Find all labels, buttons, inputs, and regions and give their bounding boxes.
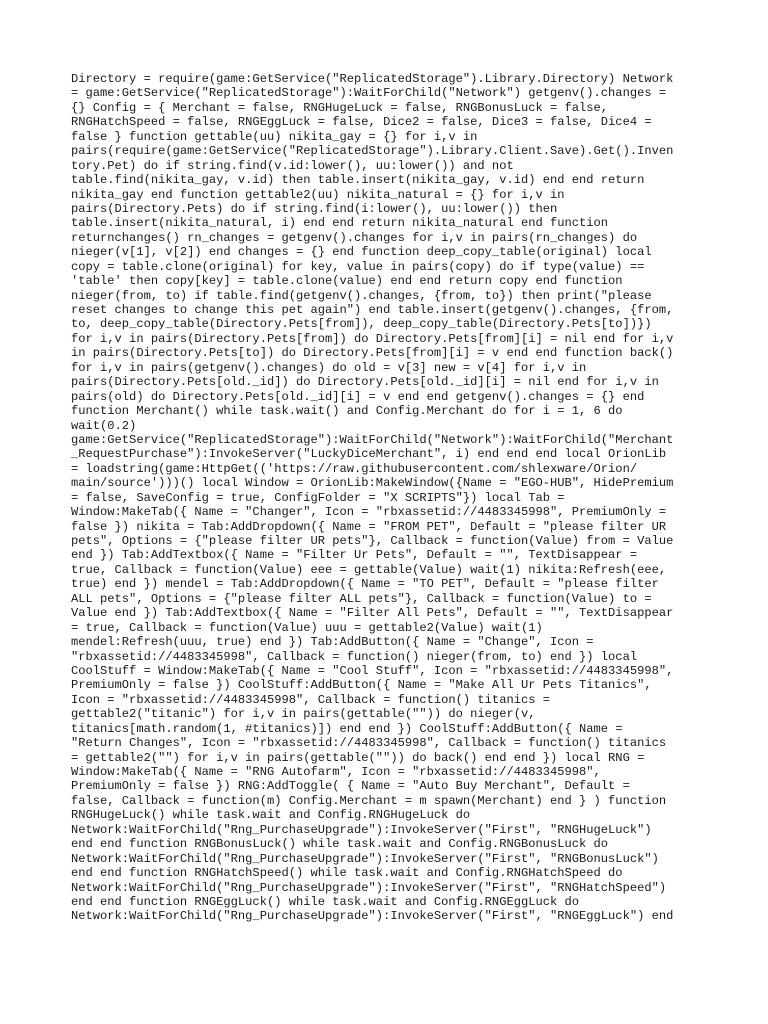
code-line: true) end }) mendel = Tab:AddDropdown({ Name = "TO PET", Default = "please filter (71, 577, 659, 592)
code-line: Value end }) Tab:AddTextbox({ Name = "Filter All Pets", Default = "", TextDisappear (71, 606, 674, 621)
code-line: Window:MakeTab({ Name = "RNG Autofarm", Icon = "rbxassetid://4483345998", (71, 765, 601, 779)
code-line: pairs(Directory.Pets[old._id]) do Directory.Pets[old._id][i] = nil end for i,v in (71, 375, 659, 390)
code-line: Directory = require(game:GetService("ReplicatedStorage").Library.Directory) Network (71, 72, 674, 86)
code-line: for i,v in pairs(getgenv().changes) do old = v[3] new = v[4] for i,v in (71, 360, 587, 375)
code-line: 'table' then copy[key] = table.clone(value) end end return copy end function (71, 274, 623, 289)
code-line: Network:WaitForChild("Rng_PurchaseUpgrade"):InvokeServer("First", "RNGHugeLuck") (71, 822, 652, 837)
code-line: false }) nikita = Tab:AddDropdown({ Name = "FROM PET", Default = "please filter UR (71, 519, 667, 534)
code-line: in pairs(Directory.Pets[to]) do Directory.Pets[from][i] = v end end function back() (71, 346, 674, 361)
code-line: ALL pets", Options = {"please filter ALL pets"}, Callback = function(Value) to = (71, 591, 652, 606)
code-line: pairs(Directory.Pets) do if string.find(i:lower(), uu:lower()) then (71, 201, 558, 216)
code-line: nikita_gay end function gettable2(uu) nikita_natural = {} for i,v in (71, 187, 565, 202)
code-line: end }) Tab:AddTextbox({ Name = "Filter Ur Pets", Default = "", TextDisappear = (71, 548, 638, 563)
code-line: Network:WaitForChild("Rng_PurchaseUpgrade"):InvokeServer("First", "RNGHatchSpeed") (71, 880, 667, 895)
code-line: returnchanges() rn_changes = getgenv().changes for i,v in pairs(rn_changes) do (71, 230, 638, 245)
code-line: nieger(v[1], v[2]) end changes = {} end function deep_copy_table(original) local (71, 245, 652, 260)
code-line: end end function RNGEggLuck() while task.wait and Config.RNGEggLuck do (71, 894, 580, 909)
code-line: = game:GetService("ReplicatedStorage"):WaitForChild("Network") getgenv().changes = (71, 86, 667, 101)
code-line: PremiumOnly = false }) RNG:AddToggle( { Name = "Auto Buy Merchant", Default = (71, 779, 630, 794)
code-line: end end function RNGHatchSpeed() while task.wait and Config.RNGHatchSpeed do (71, 866, 623, 881)
code-line: false } function gettable(uu) nikita_gay = {} for i,v in (71, 129, 478, 144)
code-line: = false, SaveConfig = true, ConfigFolder = "X SCRIPTS"}) local Tab = (71, 490, 565, 505)
code-line: pairs(old) do Directory.Pets[old._id][i] = v end end getgenv().changes = {} end (71, 389, 645, 404)
code-line: false, Callback = function(m) Config.Merchant = m spawn(Merchant) end } ) function (71, 793, 667, 808)
code-line: "rbxassetid://4483345998", Callback = function() nieger(from, to) end }) local (71, 649, 638, 664)
code-line: function Merchant() while task.wait() and Config.Merchant do for i = 1, 6 do (71, 404, 623, 419)
code-line: _RequestPurchase"):InvokeServer("LuckyDiceMerchant", i) end end end local OrionLib (71, 447, 667, 462)
code-line: tory.Pet) do if string.find(v.id:lower(), uu:lower()) and not (71, 158, 514, 173)
code-line: to, deep_copy_table(Directory.Pets[from]), deep_copy_table(Directory.Pets[to])}) (71, 317, 652, 332)
code-line: CoolStuff = Window:MakeTab({ Name = "Cool Stuff", Icon = "rbxassetid://4483345998", (71, 663, 674, 678)
code-line: RNGHugeLuck() while task.wait and Config.RNGHugeLuck do (71, 808, 471, 823)
code-line: = loadstring(game:HttpGet(('https://raw.githubusercontent.com/shlexware/Orion/ (71, 461, 638, 476)
code-line: mendel:Refresh(uuu, true) end }) Tab:AddButton({ Name = "Change", Icon = (71, 635, 594, 650)
code-line: Network:WaitForChild("Rng_PurchaseUpgrade"):InvokeServer("First", "RNGEggLuck") end (71, 909, 674, 924)
code-line: game:GetService("ReplicatedStorage"):WaitForChild("Network"):WaitForChild("Merchant (71, 432, 674, 447)
code-line: "Return Changes", Icon = "rbxassetid://4483345998", Callback = function() titanics (71, 736, 667, 751)
code-line: wait(0.2) (71, 418, 137, 433)
code-line: PremiumOnly = false }) CoolStuff:AddButton({ Name = "Make All Ur Pets Titanics", (71, 678, 652, 693)
code-line: pairs(require(game:GetService("ReplicatedStorage").Library.Client.Save).Get().Inven (71, 144, 674, 159)
code-line: table.find(nikita_gay, v.id) then table.insert(nikita_gay, v.id) end end return (71, 173, 645, 188)
code-line: RNGHatchSpeed = false, RNGEggLuck = false, Dice2 = false, Dice3 = false, Dice4 = (71, 115, 652, 130)
code-line: reset changes to change this pet again") end table.insert(getgenv().changes, {from, (71, 303, 674, 317)
script-source-text (71, 72, 701, 924)
code-line: = gettable2("") for i,v in pairs(gettable("")) do back() end end }) local RNG = (71, 750, 645, 765)
code-line: Network:WaitForChild("Rng_PurchaseUpgrade"):InvokeServer("First", "RNGBonusLuck") (71, 851, 659, 866)
code-line: Window:MakeTab({ Name = "Changer", Icon = "rbxassetid://4483345998", PremiumOnly = (71, 505, 667, 520)
code-line: nieger(from, to) if table.find(getgenv().changes, {from, to}) then print("please (71, 288, 652, 303)
code-line: titanics[math.random(1, #titanics)]) end end }) CoolStuff:AddButton({ Name = (71, 721, 623, 736)
code-line: {} Config = { Merchant = false, RNGHugeLuck = false, RNGBonusLuck = false, (71, 100, 609, 115)
code-line: pets", Options = {"please filter UR pets"}, Callback = function(Value) from = Value (71, 534, 674, 548)
code-line: Icon = "rbxassetid://4483345998", Callback = function() titanics = (71, 692, 550, 707)
code-line: true, Callback = function(Value) eee = gettable(Value) wait(1) nikita:Refresh(eee, (71, 562, 667, 577)
code-line: end end function RNGBonusLuck() while task.wait and Config.RNGBonusLuck do (71, 837, 609, 852)
code-line: for i,v in pairs(Directory.Pets[from]) do Directory.Pets[from][i] = nil end for i,v (71, 331, 674, 346)
code-line: gettable2("titanic") for i,v in pairs(gettable("")) do nieger(v, (71, 707, 536, 722)
code-line: table.insert(nikita_natural, i) end end return nikita_natural end function (71, 216, 609, 231)
code-line: = true, Callback = function(Value) uuu = gettable2(Value) wait(1) (71, 620, 543, 635)
code-line: main/source')))() local Window = OrionLib:MakeWindow({Name = "EGO-HUB", HidePremium (71, 476, 674, 491)
code-line: copy = table.clone(original) for key, value in pairs(copy) do if type(value) == (71, 259, 645, 274)
